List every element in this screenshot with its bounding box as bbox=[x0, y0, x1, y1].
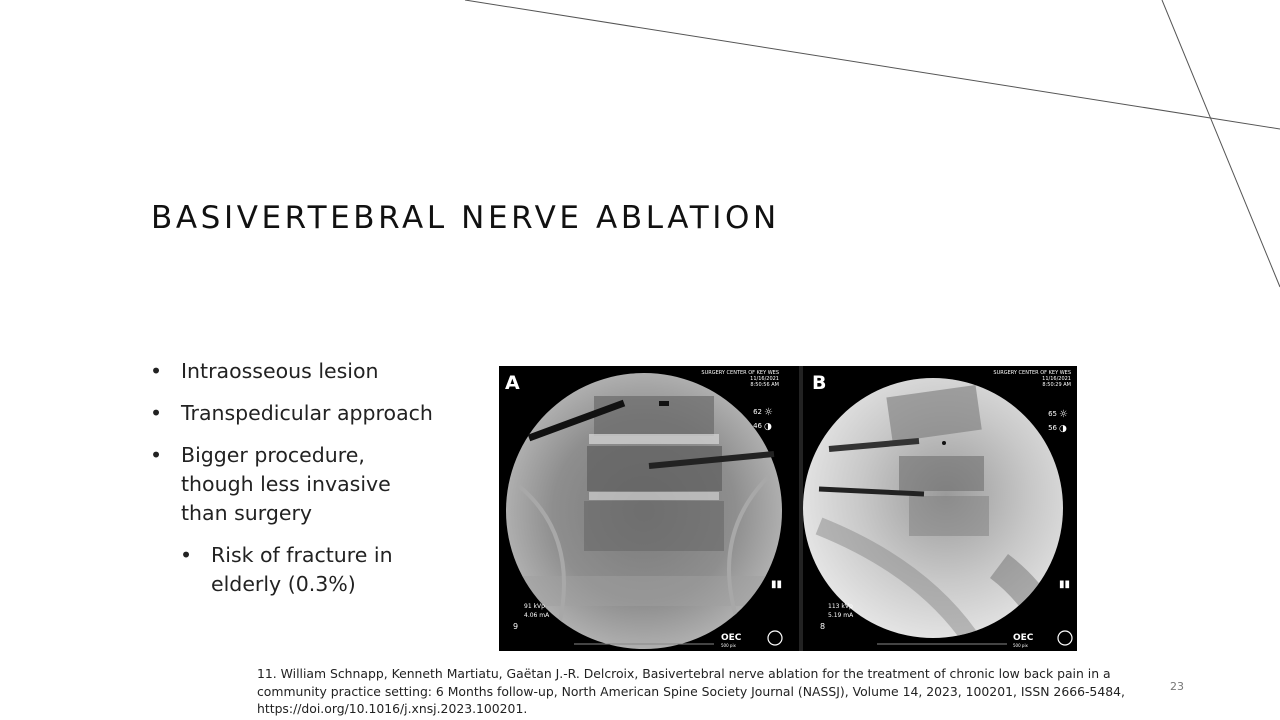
contrast-icon: ◑ bbox=[764, 422, 772, 432]
panel-a-center: SURGERY CENTER OF KEY WES bbox=[701, 370, 779, 376]
panel-a-label: A bbox=[505, 372, 520, 394]
collimator-icon: ▮▮ bbox=[1059, 579, 1071, 590]
panel-b-time: 8:50:29 AM bbox=[1042, 382, 1071, 388]
fluoroscopy-figure bbox=[499, 366, 1077, 651]
panel-b-center: SURGERY CENTER OF KEY WES bbox=[993, 370, 1071, 376]
panel-a-time: 8:50:56 AM bbox=[750, 382, 779, 388]
panel-b-scale: 500 pix bbox=[1013, 643, 1028, 648]
panel-a-ma: 4.06 mA bbox=[524, 612, 550, 619]
bullet-item: • Bigger procedure, though less invasive than surgery bbox=[150, 441, 440, 528]
panel-b-label: B bbox=[812, 372, 827, 394]
panel-b-brand: OEC bbox=[1013, 633, 1034, 643]
contrast-icon: ◑ bbox=[1059, 424, 1067, 434]
sun-icon: ☼ bbox=[1059, 409, 1068, 420]
sun-icon: ☼ bbox=[764, 407, 773, 418]
slide-title: BASIVERTEBRAL NERVE ABLATION bbox=[151, 200, 780, 236]
bullet-item: • Transpedicular approach bbox=[150, 399, 440, 428]
bullet-list bbox=[150, 357, 440, 612]
collimator-icon: ▮▮ bbox=[771, 579, 783, 590]
decorative-line-1 bbox=[465, 0, 1280, 129]
panel-b-kvp: 113 kVp bbox=[828, 603, 853, 610]
ge-logo-icon bbox=[1058, 631, 1072, 645]
panel-b-date: 11/16/2021 bbox=[1042, 376, 1071, 382]
citation: 11. William Schnapp, Kenneth Martiatu, Gaëtan J.-R. Delcroix, Basivertebral nerve ablation for the treatment of chronic low back pain in a community practice setting: 6 Months follow-up, North American Spine Society Journal (NASSJ), Volume 14, 2023, 100201, ISSN 2666-5484, https://doi.org/10.1016/j.xnsj.2023.100201. bbox=[257, 666, 1125, 716]
sub-bullet-item: • Risk of fracture in elderly (0.3%) bbox=[180, 541, 440, 599]
ge-logo-icon bbox=[768, 631, 782, 645]
panel-b-index: 8 bbox=[820, 622, 826, 631]
page-number: 23 bbox=[1170, 680, 1184, 693]
panel-a-kvp: 91 kVp bbox=[524, 603, 545, 610]
panel-a-contrast: 46 bbox=[753, 422, 762, 430]
panel-b-brightness: 65 bbox=[1048, 410, 1057, 418]
decorative-line-2 bbox=[1162, 0, 1280, 287]
panel-a-brand: OEC bbox=[721, 633, 742, 643]
panel-divider bbox=[799, 366, 803, 651]
panel-a-scale: 500 pix bbox=[721, 643, 736, 648]
panel-a-date: 11/16/2021 bbox=[750, 376, 779, 382]
panel-a-index: 9 bbox=[513, 622, 519, 631]
panel-b-ma: 5.19 mA bbox=[828, 612, 854, 619]
bullet-item: • Intraosseous lesion bbox=[150, 357, 440, 386]
panel-b-contrast: 56 bbox=[1048, 424, 1057, 432]
panel-a-brightness: 62 bbox=[753, 408, 762, 416]
